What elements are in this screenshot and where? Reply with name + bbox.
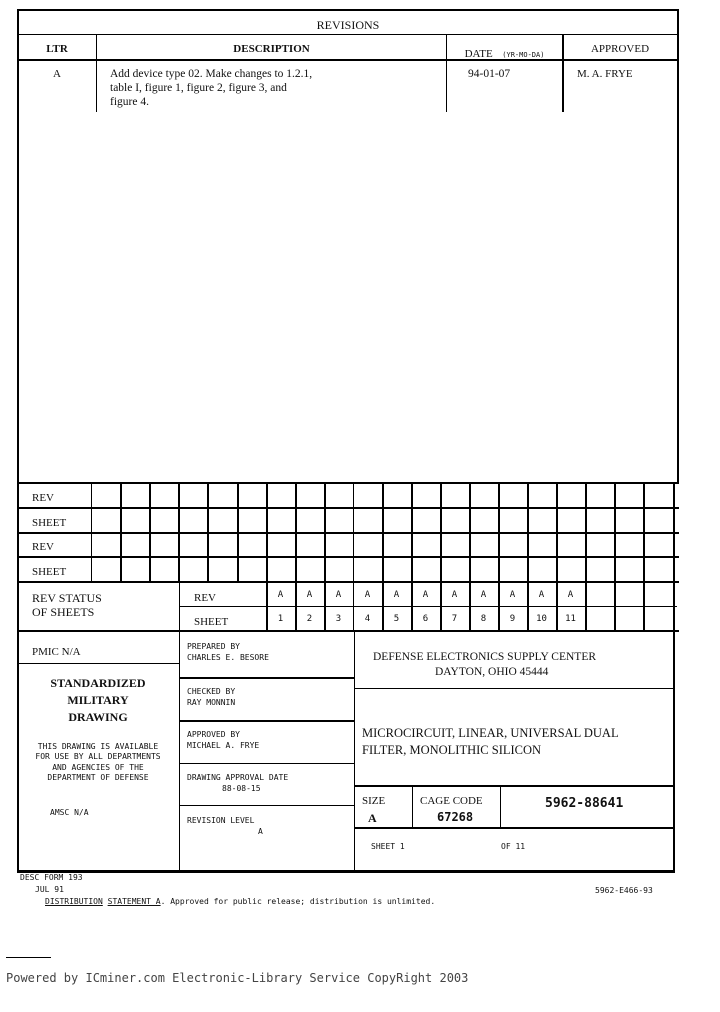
revision-date: 94-01-07 — [468, 68, 511, 80]
prepared-by-name: CHARLES E. BESORE — [187, 653, 269, 662]
revision-ltr: A — [53, 68, 61, 80]
rev-status-rev-cell: A — [277, 590, 284, 600]
approved-by-name: MICHAEL A. FRYE — [187, 741, 260, 750]
prepared-by-label: PREPARED BY — [187, 642, 240, 651]
amsc: AMSC N/A — [50, 808, 89, 817]
agency-line1: DEFENSE ELECTRONICS SUPPLY CENTER — [373, 651, 597, 663]
col-header-approved: APPROVED — [590, 43, 650, 55]
checked-by-label: CHECKED BY — [187, 687, 236, 696]
size-label: SIZE — [362, 795, 386, 807]
checked-by-name: RAY MONNIN — [187, 698, 236, 707]
rev-status-rev-label: REV — [194, 592, 216, 604]
distribution-text: . Approved for public release; distribution is unlimited. — [160, 897, 436, 906]
rev-status-sheet-cell: 5 — [393, 614, 400, 624]
revision-description-line2: table I, figure 1, figure 2, figure 3, and — [110, 82, 287, 94]
availability-line2: FOR USE BY ALL DEPARTMENTS — [35, 752, 161, 761]
rev-status-rev-cell: A — [335, 590, 342, 600]
col-header-ltr: LTR — [46, 43, 68, 55]
col-header-description: DESCRIPTION — [233, 43, 310, 55]
rev-status-sheet-cell: 10 — [536, 614, 547, 624]
rev-status-label-line1: REV STATUS — [32, 591, 102, 605]
rev-status-sheet-cell: 9 — [509, 614, 516, 624]
cage-code-value: 67268 — [437, 810, 474, 824]
rev-status-rev-cell: A — [393, 590, 400, 600]
smd-title-line3: DRAWING — [68, 710, 128, 724]
rev-status-sheet-cell: 8 — [480, 614, 487, 624]
powered-by: Powered by ICminer.com Electronic-Library Service CopyRight 2003 — [6, 971, 469, 985]
rev-status-sheet-cell: 4 — [364, 614, 371, 624]
rev-status-rev-cell: A — [422, 590, 429, 600]
rev-status-rev-cell: A — [364, 590, 371, 600]
rev-status-sheet-cell: 6 — [422, 614, 429, 624]
drawing-number: 5962-88641 — [545, 796, 624, 811]
rev-status-sheet-cell: 7 — [451, 614, 458, 624]
cage-code-label: CAGE CODE — [420, 795, 483, 807]
sheet-total: OF 11 — [501, 842, 526, 851]
distribution-statement — [45, 897, 435, 906]
approval-date-label: DRAWING APPROVAL DATE — [187, 773, 289, 782]
rev-status-sheet-cell: 1 — [277, 614, 284, 624]
availability-line4: DEPARTMENT OF DEFENSE — [47, 773, 149, 782]
grid-row-label-sheet-2: SHEET — [32, 566, 67, 578]
sheet-number: SHEET 1 — [371, 842, 405, 851]
form-number: DESC FORM 193 — [20, 873, 83, 882]
col-header-date — [447, 44, 562, 62]
smd-title-line2: MILITARY — [67, 693, 129, 707]
rev-status-rev-cell: A — [306, 590, 313, 600]
drawing-title-line2: FILTER, MONOLITHIC SILICON — [362, 743, 542, 757]
availability-line3: AND AGENCIES OF THE — [52, 763, 144, 772]
revisions-title: REVISIONS — [316, 18, 380, 32]
agency-line2: DAYTON, OHIO 45444 — [435, 666, 549, 678]
grid-row-label-sheet-1: SHEET — [32, 517, 67, 529]
pmic: PMIC N/A — [32, 646, 81, 658]
rev-status-sheet-cell: 3 — [335, 614, 342, 624]
rev-status-sheet-cell: 2 — [306, 614, 313, 624]
revisions-block — [0, 0, 720, 480]
distribution-label: DISTRIBUTION — [45, 897, 103, 906]
statement-label: STATEMENT A — [107, 897, 161, 906]
rev-status-rev-cell: A — [567, 590, 574, 600]
rev-status-rev-cell: A — [509, 590, 516, 600]
grid-row-label-rev-1: REV — [32, 492, 54, 504]
date-label: DATE — [464, 48, 493, 60]
revision-level: A — [258, 827, 263, 836]
rev-status-rev-cell: A — [538, 590, 545, 600]
drawing-title-line1: MICROCIRCUIT, LINEAR, UNIVERSAL DUAL — [362, 726, 619, 740]
revision-level-label: REVISION LEVEL — [187, 816, 255, 825]
rev-status-sheet-label: SHEET — [194, 616, 229, 628]
date-format: (YR-MO-DA) — [502, 51, 545, 59]
size-value: A — [368, 811, 377, 825]
revision-approved: M. A. FRYE — [577, 68, 633, 80]
availability-line1: THIS DRAWING IS AVAILABLE — [37, 742, 159, 751]
rev-status-label-line2: OF SHEETS — [32, 605, 95, 619]
form-date: JUL 91 — [35, 885, 64, 894]
grid-row-label-rev-2: REV — [32, 541, 54, 553]
rev-status-rev-cell: A — [451, 590, 458, 600]
rev-status-sheet-cell: 11 — [565, 614, 576, 624]
revision-description-line1: Add device type 02. Make changes to 1.2.1, — [110, 68, 313, 80]
smd-title-line1: STANDARDIZED — [50, 676, 146, 690]
rev-status-rev-cell: A — [480, 590, 487, 600]
approval-date: 88-08-15 — [222, 784, 261, 793]
revision-description-line3: figure 4. — [110, 96, 149, 108]
document-code: 5962-E466-93 — [595, 886, 653, 895]
approved-by-label: APPROVED BY — [187, 730, 240, 739]
